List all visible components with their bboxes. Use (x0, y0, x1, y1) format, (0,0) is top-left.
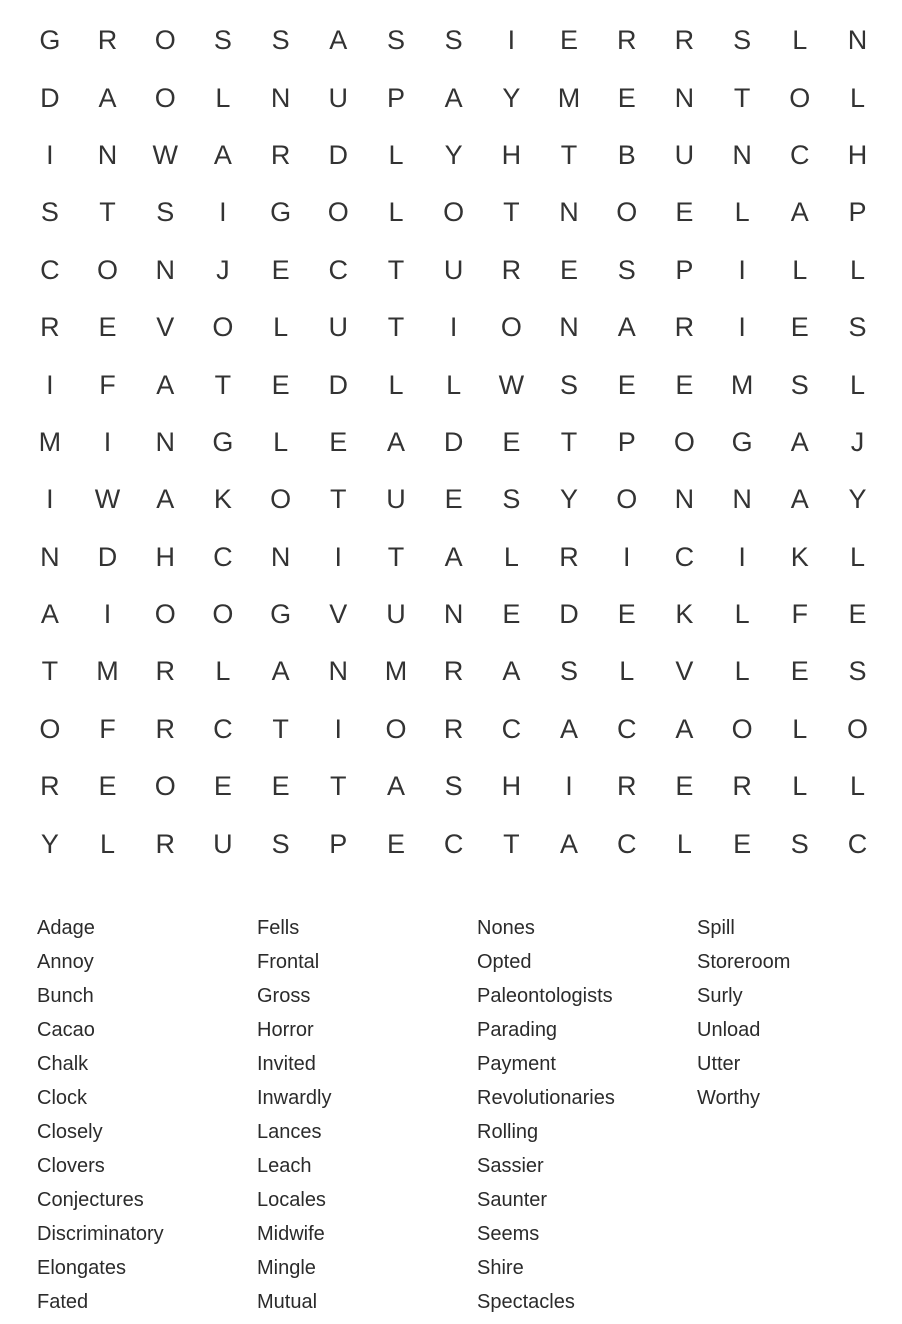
word-list-item: Payment (477, 1053, 556, 1075)
grid-cell[interactable]: O (154, 25, 176, 56)
grid-cell[interactable]: L (849, 541, 865, 572)
grid-cell[interactable]: O (212, 599, 234, 630)
grid-cell[interactable]: O (385, 713, 407, 744)
grid-cell[interactable]: A (790, 484, 809, 515)
word-list-item: Spill (697, 917, 735, 939)
grid-cell[interactable]: B (617, 139, 636, 170)
word-list-item: Unload (697, 1019, 761, 1041)
grid-cell[interactable]: I (738, 312, 746, 343)
grid-cell[interactable]: Y (848, 484, 867, 515)
grid-cell[interactable]: M (730, 369, 754, 400)
word-list-item: Saunter (477, 1189, 548, 1211)
grid-cell[interactable]: L (849, 254, 865, 285)
grid-cell[interactable]: E (675, 369, 694, 400)
grid-cell[interactable]: T (99, 197, 116, 228)
grid-cell[interactable]: R (443, 713, 464, 744)
grid-cell[interactable]: E (617, 82, 636, 113)
grid-cell[interactable]: J (850, 426, 865, 457)
grid-cell[interactable]: S (444, 771, 463, 802)
grid-cell[interactable]: N (328, 656, 349, 687)
grid-cell[interactable]: A (617, 312, 636, 343)
grid-cell[interactable]: T (330, 771, 347, 802)
grid-cell[interactable]: J (216, 254, 230, 285)
word-list-item: Surly (697, 985, 743, 1007)
grid-cell[interactable]: N (270, 82, 291, 113)
grid-cell[interactable]: L (388, 197, 404, 228)
grid-cell[interactable]: L (215, 656, 231, 687)
grid-cell[interactable]: I (565, 771, 573, 802)
grid-cell[interactable]: M (384, 656, 408, 687)
grid-cell[interactable]: R (97, 25, 118, 56)
grid-cell[interactable]: O (789, 82, 811, 113)
grid-cell[interactable]: H (847, 139, 868, 170)
word-list-item: Parading (477, 1019, 558, 1041)
grid-cell[interactable]: A (386, 426, 405, 457)
grid-cell[interactable]: R (155, 713, 175, 744)
grid-cell[interactable]: I (622, 541, 631, 572)
grid-cell[interactable]: P (848, 197, 867, 228)
word-list-item: Utter (697, 1053, 741, 1075)
grid-cell[interactable]: O (846, 713, 868, 744)
grid-cell[interactable]: I (738, 254, 746, 285)
word-list-item: Mingle (257, 1257, 316, 1279)
grid-cell[interactable]: G (270, 599, 292, 630)
grid-cell[interactable]: O (443, 197, 465, 228)
grid-cell[interactable]: E (271, 771, 290, 802)
grid-cell[interactable]: S (790, 369, 809, 400)
grid-cell[interactable]: R (155, 656, 175, 687)
grid-cell[interactable]: T (387, 254, 405, 285)
grid-cell[interactable]: H (155, 541, 175, 572)
word-list-item: Horror (257, 1019, 314, 1041)
grid-cell[interactable]: L (849, 82, 865, 113)
grid-cell[interactable]: E (560, 25, 579, 56)
grid-cell[interactable]: A (40, 599, 59, 630)
grid-cell[interactable]: A (386, 771, 405, 802)
grid-cell[interactable]: S (560, 369, 579, 400)
grid-cell[interactable]: T (41, 656, 59, 687)
word-list-item: Paleontologists (477, 985, 613, 1007)
grid-cell[interactable]: O (673, 426, 695, 457)
grid-cell[interactable]: T (272, 713, 289, 744)
grid-cell[interactable]: T (503, 828, 520, 859)
grid-cell[interactable]: H (501, 771, 522, 802)
grid-cell[interactable]: L (792, 254, 808, 285)
grid-cell[interactable]: U (328, 82, 349, 113)
grid-cell[interactable]: M (96, 656, 119, 687)
grid-cell[interactable]: S (848, 312, 867, 343)
grid-cell[interactable]: I (507, 25, 516, 56)
grid-cell[interactable]: H (501, 139, 522, 170)
grid-cell[interactable]: U (328, 312, 349, 343)
grid-cell[interactable]: K (213, 484, 232, 515)
grid-cell[interactable]: G (731, 426, 753, 457)
grid-cell[interactable]: D (559, 599, 579, 630)
grid-cell[interactable]: R (443, 656, 464, 687)
word-list-item: Clock (37, 1087, 88, 1109)
grid-cell[interactable]: S (156, 197, 175, 228)
grid-cell[interactable]: R (616, 771, 637, 802)
grid-cell[interactable]: L (734, 599, 750, 630)
grid-cell[interactable]: E (213, 771, 232, 802)
grid-cell[interactable]: O (327, 197, 349, 228)
grid-cell[interactable]: O (154, 771, 176, 802)
grid-cell[interactable]: T (560, 139, 578, 170)
grid-cell[interactable]: D (328, 139, 349, 170)
grid-cell[interactable]: T (733, 82, 751, 113)
grid-cell[interactable]: P (329, 828, 348, 859)
grid-cell[interactable]: A (156, 484, 175, 515)
grid-cell[interactable]: L (849, 369, 865, 400)
grid-cell[interactable]: N (155, 254, 175, 285)
grid-cell[interactable]: R (616, 25, 637, 56)
grid-cell[interactable]: S (617, 254, 636, 285)
word-list-item: Discriminatory (37, 1223, 164, 1245)
grid-cell[interactable]: E (790, 656, 809, 687)
grid-cell[interactable]: E (386, 828, 405, 859)
grid-cell[interactable]: E (271, 254, 290, 285)
word-list-item: Bunch (37, 985, 94, 1007)
word-list-item: Lances (257, 1121, 322, 1143)
grid-cell[interactable]: R (40, 312, 60, 343)
grid-cell[interactable]: I (334, 713, 343, 744)
word-list-item: Elongates (37, 1257, 126, 1279)
grid-cell[interactable]: C (616, 828, 637, 859)
word-list-item: Spectacles (477, 1291, 575, 1313)
grid-cell[interactable]: K (675, 599, 694, 630)
grid-cell[interactable]: U (674, 139, 695, 170)
word-list-item: Opted (477, 951, 532, 973)
word-list-item: Frontal (257, 951, 320, 973)
grid-cell[interactable]: A (675, 713, 694, 744)
grid-cell[interactable]: C (616, 713, 637, 744)
grid-cell[interactable]: R (559, 541, 579, 572)
word-list-item: Gross (257, 985, 311, 1007)
word-list-item: Fated (37, 1291, 89, 1313)
grid-cell[interactable]: N (559, 312, 579, 343)
grid-cell[interactable]: R (155, 828, 175, 859)
grid-cell[interactable]: L (792, 771, 808, 802)
grid-cell[interactable]: C (328, 254, 349, 285)
grid-cell[interactable]: O (39, 713, 61, 744)
grid-cell[interactable]: C (443, 828, 464, 859)
grid-cell[interactable]: S (560, 656, 579, 687)
grid-cell[interactable]: T (330, 484, 347, 515)
grid-cell[interactable]: I (46, 139, 54, 170)
grid-cell[interactable]: L (215, 82, 231, 113)
grid-cell[interactable]: O (97, 254, 119, 285)
grid-cell[interactable]: E (444, 484, 463, 515)
grid-cell[interactable]: E (733, 828, 752, 859)
grid-cell[interactable]: C (674, 541, 695, 572)
grid-cell[interactable]: I (103, 599, 112, 630)
grid-cell[interactable]: P (617, 426, 636, 457)
grid-cell[interactable]: O (154, 82, 176, 113)
letter-grid (21, 12, 887, 874)
word-list-item: Annoy (37, 951, 94, 973)
grid-cell[interactable]: N (97, 139, 118, 170)
grid-cell[interactable]: I (46, 484, 54, 515)
grid-cell[interactable]: S (271, 25, 290, 56)
grid-cell[interactable]: N (559, 197, 579, 228)
word-list-item: Midwife (257, 1223, 325, 1245)
grid-cell[interactable]: D (97, 541, 118, 572)
grid-cell[interactable]: D (40, 82, 60, 113)
grid-cell[interactable]: N (443, 599, 464, 630)
grid-cell[interactable]: U (386, 599, 406, 630)
grid-cell[interactable]: E (848, 599, 867, 630)
grid-cell[interactable]: L (792, 713, 808, 744)
grid-cell[interactable]: I (449, 312, 458, 343)
grid-cell[interactable]: A (156, 369, 175, 400)
grid-cell[interactable]: C (213, 713, 233, 744)
grid-cell[interactable]: O (212, 312, 234, 343)
grid-cell[interactable]: I (103, 426, 112, 457)
grid-cell[interactable]: A (502, 656, 521, 687)
word-list-item: Leach (257, 1155, 312, 1177)
grid-cell[interactable]: L (388, 369, 404, 400)
grid-cell[interactable]: R (674, 25, 695, 56)
grid-cell[interactable]: S (40, 197, 59, 228)
word-list-item: Revolutionaries (477, 1087, 615, 1109)
grid-cell[interactable]: E (790, 312, 809, 343)
grid-cell[interactable]: U (213, 828, 233, 859)
grid-cell[interactable]: D (443, 426, 464, 457)
grid-cell[interactable]: O (500, 312, 522, 343)
grid-cell[interactable]: T (503, 197, 520, 228)
grid-cell[interactable]: G (39, 25, 61, 56)
grid-cell[interactable]: S (444, 25, 463, 56)
grid-cell[interactable]: A (213, 139, 232, 170)
grid-cell[interactable]: L (388, 139, 404, 170)
grid-cell[interactable]: I (219, 197, 227, 228)
grid-cell[interactable]: S (848, 656, 867, 687)
grid-cell[interactable]: T (214, 369, 232, 400)
grid-cell[interactable]: V (675, 656, 694, 687)
grid-cell[interactable]: E (98, 312, 117, 343)
grid-cell[interactable]: L (734, 656, 750, 687)
grid-cell[interactable]: V (156, 312, 175, 343)
grid-cell[interactable]: L (792, 25, 808, 56)
grid-cell[interactable]: A (329, 25, 348, 56)
grid-cell[interactable]: O (616, 197, 638, 228)
grid-cell[interactable]: P (675, 254, 694, 285)
word-list-item: Chalk (37, 1053, 89, 1075)
grid-cell[interactable]: F (99, 369, 116, 400)
grid-cell[interactable]: O (616, 484, 638, 515)
word-list-item: Sassier (477, 1155, 544, 1177)
grid-cell[interactable]: A (98, 82, 117, 113)
grid-cell[interactable]: S (271, 828, 290, 859)
grid-cell[interactable]: I (334, 541, 343, 572)
grid-cell[interactable]: E (271, 369, 290, 400)
grid-cell[interactable]: I (738, 541, 746, 572)
word-list-item: Mutual (257, 1291, 318, 1313)
grid-cell[interactable]: R (732, 771, 752, 802)
grid-cell[interactable]: L (676, 828, 692, 859)
grid-cell[interactable]: Y (502, 82, 521, 113)
grid-cell[interactable]: L (619, 656, 635, 687)
grid-cell[interactable]: E (329, 426, 348, 457)
grid-cell[interactable]: C (40, 254, 60, 285)
grid-cell[interactable]: D (328, 369, 349, 400)
grid-cell[interactable]: A (444, 82, 463, 113)
grid-cell[interactable]: Y (40, 828, 59, 859)
grid-cell[interactable]: L (503, 541, 519, 572)
grid-cell[interactable]: G (270, 197, 292, 228)
word-list-item: Storeroom (697, 951, 791, 973)
grid-cell[interactable]: O (154, 599, 176, 630)
grid-cell[interactable]: E (502, 426, 521, 457)
word-list-item: Invited (257, 1053, 316, 1075)
grid-cell[interactable]: N (732, 139, 752, 170)
grid-cell[interactable]: I (46, 369, 54, 400)
grid-cell[interactable]: L (734, 197, 750, 228)
grid-cell[interactable]: W (498, 369, 525, 400)
grid-cell[interactable]: F (791, 599, 809, 630)
grid-cell[interactable]: N (847, 25, 868, 56)
grid-cell[interactable]: A (271, 656, 290, 687)
grid-cell[interactable]: O (731, 713, 753, 744)
grid-cell[interactable]: F (99, 713, 116, 744)
grid-cell[interactable]: V (329, 599, 348, 630)
word-list-item: Worthy (697, 1087, 760, 1109)
grid-cell[interactable]: A (790, 426, 809, 457)
grid-cell[interactable]: S (386, 25, 405, 56)
word-list-item: Rolling (477, 1121, 539, 1143)
grid-cell[interactable]: R (40, 771, 60, 802)
grid-cell[interactable]: S (502, 484, 521, 515)
grid-cell[interactable]: L (273, 312, 289, 343)
grid-cell[interactable]: T (387, 312, 405, 343)
grid-cell[interactable]: N (732, 484, 752, 515)
grid-cell[interactable]: A (560, 828, 579, 859)
word-list-item: Shire (477, 1257, 524, 1279)
grid-cell[interactable]: G (212, 426, 234, 457)
grid-cell[interactable]: M (38, 426, 62, 457)
grid-cell[interactable]: N (155, 426, 175, 457)
grid-cell[interactable]: U (443, 254, 464, 285)
grid-cell[interactable]: W (152, 139, 178, 170)
grid-cell[interactable]: L (446, 369, 462, 400)
grid-cell[interactable]: R (674, 312, 695, 343)
grid-cell[interactable]: C (847, 828, 868, 859)
grid-cell[interactable]: E (617, 599, 636, 630)
grid-cell[interactable]: L (849, 771, 865, 802)
grid-cell[interactable]: O (270, 484, 292, 515)
grid-cell[interactable]: L (273, 426, 289, 457)
word-list-item: Cacao (37, 1019, 95, 1041)
grid-cell[interactable]: S (733, 25, 752, 56)
word-list-item: Fells (257, 917, 300, 939)
grid-cell[interactable]: U (386, 484, 406, 515)
grid-cell[interactable]: E (675, 771, 694, 802)
word-list-item: Adage (37, 917, 95, 939)
grid-cell[interactable]: K (790, 541, 809, 572)
word-list-item: Closely (37, 1121, 103, 1143)
word-list-item: Locales (257, 1189, 326, 1211)
grid-cell[interactable]: T (387, 541, 405, 572)
grid-cell[interactable]: E (98, 771, 117, 802)
grid-cell[interactable]: N (270, 541, 291, 572)
grid-cell[interactable]: A (560, 713, 579, 744)
grid-cell[interactable]: S (790, 828, 809, 859)
grid-cell[interactable]: N (40, 541, 60, 572)
grid-cell[interactable]: E (502, 599, 521, 630)
grid-cell[interactable]: T (560, 426, 578, 457)
grid-cell[interactable]: M (557, 82, 581, 113)
grid-cell[interactable]: S (213, 25, 232, 56)
grid-cell[interactable]: N (674, 82, 695, 113)
word-list-item: Conjectures (37, 1189, 144, 1211)
grid-cell[interactable]: N (674, 484, 695, 515)
grid-cell[interactable]: Y (560, 484, 579, 515)
word-list-item: Inwardly (257, 1087, 332, 1109)
word-list-item: Clovers (37, 1155, 105, 1177)
grid-cell[interactable]: Y (444, 139, 463, 170)
grid-cell[interactable]: E (560, 254, 579, 285)
grid-cell[interactable]: W (94, 484, 121, 515)
word-list-item: Nones (477, 917, 535, 939)
grid-cell[interactable]: P (386, 82, 405, 113)
grid-cell[interactable]: R (501, 254, 522, 285)
grid-cell[interactable]: E (675, 197, 694, 228)
grid-cell[interactable]: A (790, 197, 809, 228)
word-list (37, 911, 897, 1321)
grid-cell[interactable]: C (501, 713, 522, 744)
grid-cell[interactable]: C (790, 139, 810, 170)
word-list-item: Seems (477, 1223, 540, 1245)
grid-cell[interactable]: C (213, 541, 233, 572)
grid-cell[interactable]: L (100, 828, 116, 859)
grid-cell[interactable]: R (270, 139, 291, 170)
grid-cell[interactable]: A (444, 541, 463, 572)
grid-cell[interactable]: E (617, 369, 636, 400)
